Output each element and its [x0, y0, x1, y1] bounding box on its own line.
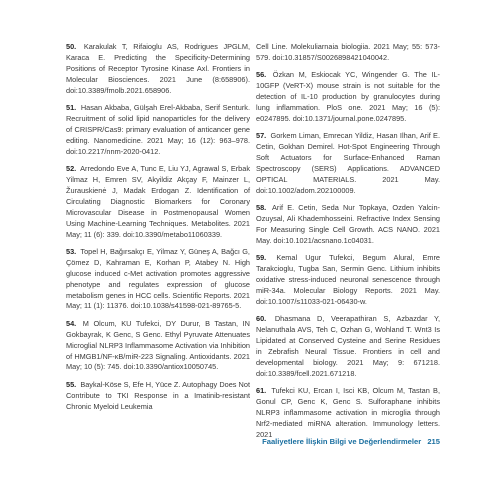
- reference-number: 52.: [66, 164, 77, 174]
- reference-text: Gorkem Liman, Emrecan Yildiz, Hasan Ilhan, Arif E. Cetin, Gokhan Demirel. Hot-Spot Engineering Through Soft Actuators for Surface-Enhanced Raman Spectroscopy (SERS) Applications. ADVANCED OPTICAL MATERIALS. 2021 May. doi:10.1002/adom.202100009.: [256, 131, 440, 195]
- reference-text: Dhasmana D, Veerapathiran S, Azbazdar Y, Nelanuthala AVS, Teh C, Ozhan G, Wohland T. Wnt3 Is Lipidated at Conserved Cysteine and Serine Residues in Zebrafish Neural Tissue. Frontiers in cell and developmental biology. 2021 May; 9: 671218. doi:10.3389/fcell.2021.671218.: [256, 314, 440, 378]
- reference-number: 57.: [256, 131, 267, 141]
- reference-text: Baykal-Köse S, Efe H, Yüce Z. Autophagy Does Not Contribute to TKI Response in a Imatinib-resistant Chronic Myeloid Leukemia: [66, 379, 250, 411]
- reference-entry: [66, 164, 250, 240]
- reference-text: Cell Line. Molekuliarnaia biologiia. 2021 May; 55: 573-579. doi:10.31857/S0026898421040042.: [256, 42, 440, 62]
- reference-text: Hasan Akbaba, Gülşah Erel-Akbaba, Serif Senturk. Recruitment of solid lipid nanoparticles for the delivery of CRISPR/Cas9: primary evaluation of anticancer gene editing. Nanomedicine. 2021 May; 16 (12): 963–978. doi:10.2217/nnm-2020-0412.: [66, 103, 250, 156]
- reference-number: 58.: [256, 203, 267, 213]
- references-column-right: [256, 42, 440, 447]
- reference-number: 56.: [256, 70, 267, 80]
- page-number: 215: [427, 437, 440, 446]
- reference-number: 54.: [66, 318, 77, 328]
- reference-entry: [256, 314, 440, 379]
- reference-text: Özkan M, Eskiocak YC, Wingender G. The IL-10GFP (VeRT-X) mouse strain is not suitable for the detection of IL-10 production by granulocytes during lung inflammation. PloS one. 2021 May; 16 (5): e0247895. doi:10.1371/journal.pone.0247895.: [256, 70, 440, 123]
- reference-number: 50.: [66, 42, 77, 51]
- reference-entry: [66, 319, 250, 374]
- reference-number: 51.: [66, 103, 77, 113]
- reference-entry: [66, 103, 250, 158]
- reference-entry: [256, 386, 440, 441]
- reference-text: Arredondo Eve A, Tunc E, Liu YJ, Agrawal S, Erbak Yilmaz H, Emren SV, Akyildiz Akçay F, Mainzer L, Žurauskienė J, Madak Erdogan Z. Identification of Circulating Diagnostic Biomarkers for Coronary Microvascular Disease in Postmenopausal Women Using Machine-Learning Techniques. Metabolites. 2021 May; 11 (6): 339. doi:10.3390/metabo11060339.: [66, 164, 251, 239]
- reference-text: M Olcum, KU Tufekci, DY Durur, B Tastan, IN Gokbayrak, K Genc, S Genc. Ethyl Pyruvate Attenuates Microglial NLRP3 Inflammasome Activation via Inhibition of HMGB1/NF-κB/miR-223 Signaling. Antioxidants. 2021 May; 10 (5): 745. doi:10.3390/antiox10050745.: [66, 318, 250, 372]
- reference-entry: [66, 380, 250, 413]
- reference-text: Tufekci KU, Ercan I, Isci KB, Olcum M, Tastan B, Gonul CP, Genc K, Genc S. Sulforaphane inhibits NLRP3 inflammasome activation in microglia through Nrf2-mediated miRNA alteration. Immunology letters. 2021: [256, 386, 440, 439]
- page-footer: [256, 437, 440, 446]
- reference-text: Kemal Ugur Tufekci, Begum Alural, Emre Tarakcioglu, Tugba San, Sermin Genc. Lithium inhibits oxidative stress-induced neuronal senescence through miR-34a. Molecular Biology Reports. 2021 May. doi:10.1007/s11033-021-06430-w.: [256, 253, 440, 307]
- reference-number: 53.: [66, 246, 77, 256]
- references-column-left: [66, 42, 250, 419]
- reference-entry: [66, 247, 250, 312]
- reference-text: Arif E. Cetin, Seda Nur Topkaya, Ozden Yalcin-Ozuysal, Ali Khademhosseini. Refractive Index Sensing For Measuring Single Cell Growth. ACS NANO. 2021 May. doi:10.1021/acsnano.1c04031.: [256, 203, 440, 245]
- reference-entry: [256, 131, 440, 196]
- footer-title: Faaliyetlere İlişkin Bilgi ve Değerlendirmeler: [262, 437, 422, 446]
- reference-entry: [256, 70, 440, 125]
- reference-text: Topel H, Bağırsakçı E, Yilmaz Y, Güneş A, Bağcı G, Çömez D, Kahraman E, Korhan P, Atabey N. High glucose induced c-Met activation promotes aggressive phenotype and regulates expression of glucose metabolism genes in HCC cells. Scientific Reports. 2021 May; 11 (1): 11376. doi:10.1038/s41598-021-89765-5.: [66, 246, 250, 311]
- reference-number: 59.: [256, 253, 267, 263]
- reference-number: 61.: [256, 386, 267, 396]
- reference-entry: [256, 42, 440, 64]
- reference-number: 60.: [256, 314, 267, 324]
- reference-entry: [256, 253, 440, 308]
- reference-entry: [66, 42, 250, 97]
- reference-number: 55.: [66, 379, 77, 389]
- reference-entry: [256, 203, 440, 247]
- reference-text: Karakulak T, Rifaioglu AS, Rodrigues JPGLM, Karaca E. Predicting the Specificity-Determining Positions of Receptor Tyrosine Kinase Axl. Frontiers in Molecular Biosciences. 2021 June (8:658906). doi:10.3389/fmolb.2021.658906.: [66, 42, 250, 95]
